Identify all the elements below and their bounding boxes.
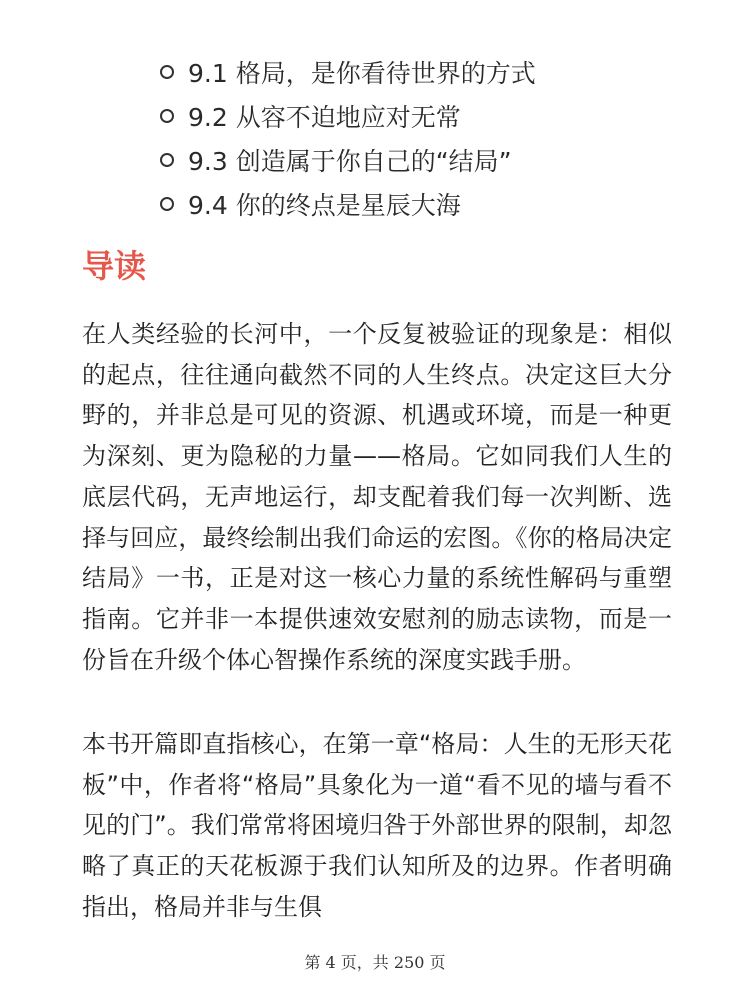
circle-bullet-icon: [160, 109, 174, 123]
toc-item[interactable]: [160, 182, 536, 226]
toc-item-label: 9.1 格局，是你看待世界的方式: [188, 59, 536, 88]
section-heading: 导读: [82, 247, 147, 285]
toc-item-label: 9.4 你的终点是星辰大海: [188, 191, 461, 220]
toc-item[interactable]: [160, 138, 536, 182]
toc-item[interactable]: [160, 50, 536, 94]
toc-item-label: 9.3 创造属于你自己的“结局”: [188, 147, 512, 176]
toc-item-label: 9.2 从容不迫地应对无常: [188, 103, 461, 132]
circle-bullet-icon: [160, 197, 174, 211]
body-paragraph: 本书开篇即直指核心，在第一章“格局：人生的无形天花板”中，作者将“格局”具象化为一道“看不见的墙与看不见的门”。我们常常将困境归咎于外部世界的限制，却忽略了真正的天花板源于我们认知所及的边界。作者明确指出，格局并非与生俱: [82, 730, 672, 921]
toc-item[interactable]: [160, 94, 536, 138]
body-paragraph: 在人类经验的长河中，一个反复被验证的现象是：相似的起点，往往通向截然不同的人生终点。决定这巨大分野的，并非总是可见的资源、机遇或环境，而是一种更为深刻、更为隐秘的力量——格局。它如同我们人生的底层代码，无声地运行，却支配着我们每一次判断、选择与回应，最终绘制出我们命运的宏图。《你的格局决定结局》一书，正是对这一核心力量的系统性解码与重塑指南。它并非一本提供速效安慰剂的励志读物，而是一份旨在升级个体心智操作系统的深度实践手册。: [82, 320, 672, 674]
circle-bullet-icon: [160, 153, 174, 167]
circle-bullet-icon: [160, 65, 174, 79]
table-of-contents: [160, 50, 536, 226]
page-number: 第 4 页，共 250 页: [304, 953, 446, 972]
